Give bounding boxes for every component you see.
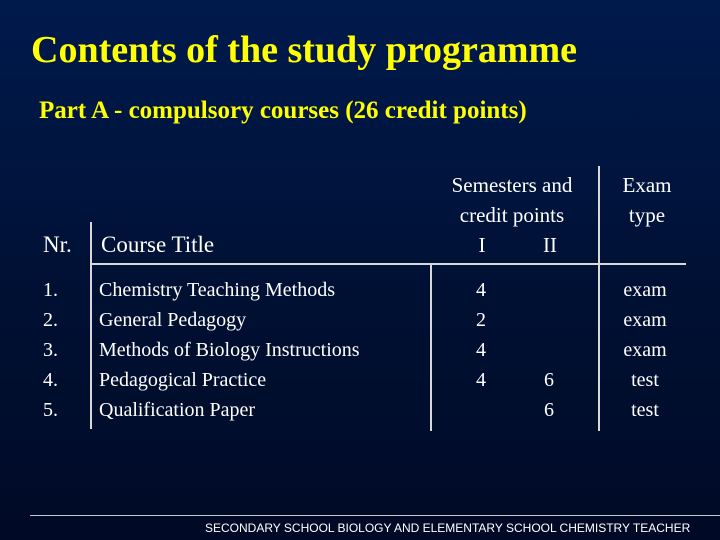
- row-2-sem1: 2: [476, 309, 486, 331]
- semesters-header-line2: credit points: [459, 203, 565, 227]
- row-5-sem2: 6: [544, 399, 554, 421]
- semester-1-header: I: [478, 233, 486, 257]
- row-1-nr: 1.: [43, 279, 58, 301]
- exam-header-line2: type: [628, 203, 666, 227]
- course-title-header: Course Title: [101, 232, 215, 257]
- row-5-exam: test: [631, 399, 659, 421]
- semesters-header: [437, 170, 587, 230]
- row-4-nr: 4.: [43, 369, 58, 391]
- divider-nr-course: [90, 222, 92, 429]
- semesters-header-line1: Semesters and: [451, 173, 573, 197]
- slide-title: Contents of the study programme: [31, 29, 578, 71]
- row-5-course: Qualification Paper: [99, 399, 256, 421]
- row-5-nr: 5.: [43, 399, 58, 421]
- row-2-exam: exam: [623, 309, 667, 331]
- semester-2-header: II: [543, 233, 557, 257]
- row-3-nr: 3.: [43, 339, 58, 361]
- divider-semesters-exam: [598, 166, 600, 431]
- footer-divider: [30, 515, 720, 516]
- exam-type-header: [614, 170, 680, 230]
- row-2-course: General Pedagogy: [99, 309, 247, 331]
- divider-course-semesters: [430, 263, 432, 431]
- row-1-exam: exam: [623, 279, 667, 301]
- row-2-nr: 2.: [43, 309, 58, 331]
- header-divider: [91, 263, 686, 265]
- row-4-course: Pedagogical Practice: [99, 369, 267, 391]
- footer-text: SECONDARY SCHOOL BIOLOGY AND ELEMENTARY SCHOOL CHEMISTRY TEACHER: [205, 521, 691, 535]
- exam-header-line1: Exam: [622, 173, 672, 197]
- row-1-sem1: 4: [476, 279, 486, 301]
- row-3-course: Methods of Biology Instructions: [99, 339, 360, 361]
- row-3-exam: exam: [623, 339, 667, 361]
- nr-header: Nr.: [43, 232, 72, 257]
- slide-subtitle: Part A - compulsory courses (26 credit points): [39, 97, 527, 124]
- row-4-sem2: 6: [544, 369, 554, 391]
- row-4-exam: test: [631, 369, 659, 391]
- row-1-course: Chemistry Teaching Methods: [99, 279, 335, 301]
- row-3-sem1: 4: [476, 339, 486, 361]
- row-4-sem1: 4: [476, 369, 486, 391]
